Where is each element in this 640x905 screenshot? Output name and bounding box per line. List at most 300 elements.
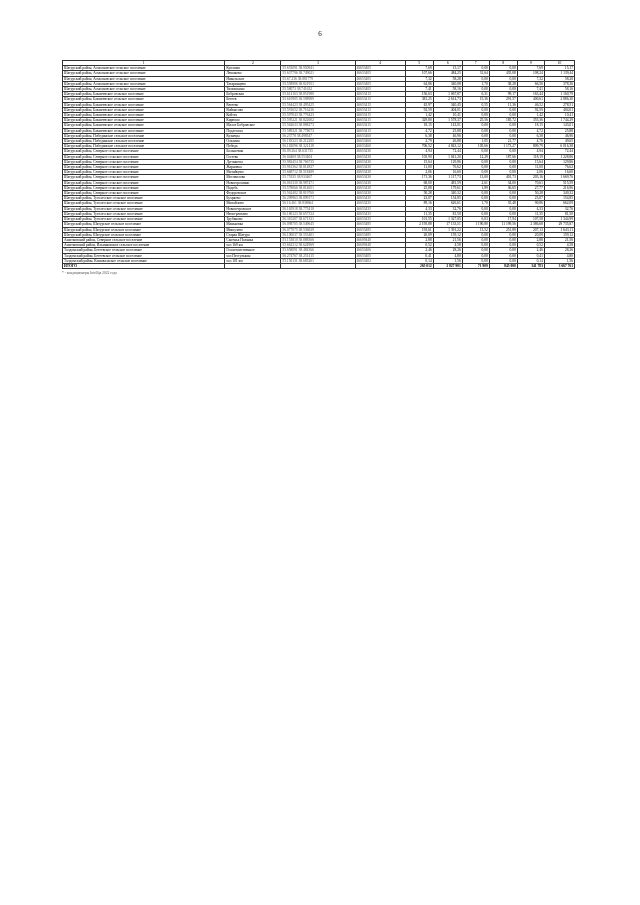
settlement-cell: Малое Бобровское <box>225 123 281 128</box>
page-number: 6 <box>318 30 322 38</box>
value-cell: 0,00 <box>489 133 517 138</box>
column-header: 7 <box>462 61 489 66</box>
column-header: 3 <box>281 61 355 66</box>
oktmo-cell: 46653405 <box>355 71 405 76</box>
coordinates-cell: 55.153810 38.888366 <box>281 237 355 242</box>
oktmo-cell: 46653430 <box>355 159 405 164</box>
value-cell: 0,00 <box>462 170 489 175</box>
value-cell: 4,72 <box>405 128 433 133</box>
data-table <box>62 60 575 269</box>
value-cell: 0,00 <box>462 191 489 196</box>
total-cell <box>355 263 405 268</box>
coordinates-cell: 55.668712 38.518489 <box>281 170 355 175</box>
oktmo-cell: 46653430 <box>355 191 405 196</box>
value-cell: 0,00 <box>462 237 489 242</box>
oktmo-cell: 46653435 <box>355 196 405 201</box>
value-cell: 13,00 <box>462 175 489 180</box>
settlement-cell: Лешаково <box>225 71 281 76</box>
settlement-cell: Воймасово <box>225 107 281 112</box>
column-header: 5 <box>405 61 433 66</box>
coordinates-cell: 56.165918 38.775410 <box>281 206 355 211</box>
value-cell: 662,09 <box>544 201 574 206</box>
value-cell: 129,86 <box>544 159 574 164</box>
value-cell: 0,00 <box>462 87 489 92</box>
settlement-cell: Большевик <box>225 149 281 154</box>
location-cell: Шатурский район, Северное сельское поселение <box>63 191 225 196</box>
coordinates-cell: 55.662312 38.624969 <box>281 243 355 248</box>
location-cell: Шатурский район, Северное сельское поселение <box>63 185 225 190</box>
oktmo-cell: 46653405 <box>355 87 405 92</box>
value-cell: 0,52 <box>517 243 544 248</box>
value-cell: 11,00 <box>517 165 544 170</box>
settlement-cell: Новогорошино <box>225 180 281 185</box>
value-cell: 2 886,30 <box>544 97 574 102</box>
value-cell: 0,00 <box>462 196 489 201</box>
value-cell: 4,80 <box>544 253 574 258</box>
value-cell: 20,09 <box>517 232 544 237</box>
value-cell: 25,88 <box>405 185 433 190</box>
coordinates-cell: 56.23778 38.498547 <box>281 133 355 138</box>
oktmo-cell: 46653406 <box>355 248 405 253</box>
value-cell: 90,86 <box>517 201 544 206</box>
location-cell: Шатурский район, Асмолковское сельское поселение <box>63 71 225 76</box>
value-cell: 2,46 <box>405 248 433 253</box>
value-cell: 0,41 <box>405 253 433 258</box>
value-cell: 28,26 <box>544 248 574 253</box>
value-cell: 64,86 <box>405 81 433 86</box>
settlement-cell: Жарновка <box>225 165 281 170</box>
value-cell: 6,38 <box>405 133 433 138</box>
coordinates-cell: 56.274767 38.251415 <box>281 253 355 258</box>
oktmo-cell: 46653460 <box>355 144 405 149</box>
column-header: 8 <box>489 61 517 66</box>
value-cell: 6,38 <box>517 133 544 138</box>
oktmo-cell: 46653460 <box>355 133 405 138</box>
value-cell: 187,66 <box>489 154 517 159</box>
value-cell: 2 195,88 <box>405 222 433 227</box>
value-cell: 1,56 <box>433 258 462 263</box>
value-cell: 81,50 <box>544 211 574 216</box>
value-cell: 76,62 <box>544 165 574 170</box>
value-cell: 107,58 <box>517 217 544 222</box>
value-cell: 216,96 <box>544 185 574 190</box>
location-cell: Шатурский район, Шатурское сельское поселение <box>63 232 225 237</box>
oktmo-cell: 46653430 <box>355 185 405 190</box>
settlement-cell: Кузнецы <box>225 133 281 138</box>
value-cell: 1 139,44 <box>544 71 574 76</box>
value-cell: 1 669,76 <box>544 175 574 180</box>
value-cell: 101,55 <box>405 217 433 222</box>
data-table-wrapper <box>62 60 575 275</box>
value-cell: 404,01 <box>433 107 462 112</box>
location-cell: Шатурский район, Бакшеевское сельское поселение <box>63 102 225 107</box>
settlement-cell: Никольское <box>225 76 281 81</box>
value-cell: 49,65 <box>544 139 574 144</box>
value-cell: 17,94 <box>489 217 517 222</box>
value-cell: 72,44 <box>433 149 462 154</box>
coordinates-cell: 56.04469 38.553404 <box>281 154 355 159</box>
total-cell: 265 012 <box>405 263 433 268</box>
value-cell: 1 190,80 <box>462 222 489 227</box>
location-cell: Шатурский район, Асмолковское сельское поселение <box>63 66 225 71</box>
value-cell: 0,00 <box>489 159 517 164</box>
value-cell: 28,26 <box>433 248 462 253</box>
value-cell: 38,28 <box>489 81 517 86</box>
value-cell: 21,56 <box>433 237 462 242</box>
value-cell: 10,41 <box>544 113 574 118</box>
value-cell: 0,00 <box>489 123 517 128</box>
value-cell: 0,00 <box>462 133 489 138</box>
value-cell: 12,29 <box>462 154 489 159</box>
value-cell: 4,72 <box>517 128 544 133</box>
value-cell: 27,77 <box>517 185 544 190</box>
value-cell: 6,31 <box>462 92 489 97</box>
location-cell: Шатурский район, Асмолковское сельское поселение <box>63 87 225 92</box>
value-cell: 58,16 <box>433 87 462 92</box>
oktmo-cell: 46609440 <box>355 237 405 242</box>
value-cell: 0,00 <box>489 165 517 170</box>
value-cell: 4,58 <box>433 243 462 248</box>
value-cell: 156,63 <box>405 92 433 97</box>
value-cell: 0,00 <box>462 253 489 258</box>
value-cell: 4,94 <box>405 149 433 154</box>
coordinates-cell: 55.58073 38.741632 <box>281 87 355 92</box>
coordinates-cell: 56.209963 38.899171 <box>281 196 355 201</box>
table-body <box>63 66 575 264</box>
settlement-cell: Дуганкеты <box>225 159 281 164</box>
value-cell: 2,61 <box>462 180 489 185</box>
settlement-cell: м.п Пестулькин <box>225 253 281 258</box>
value-cell: 251,89 <box>489 227 517 232</box>
value-cell: 0,00 <box>462 113 489 118</box>
value-cell: 2,88 <box>405 237 433 242</box>
coordinates-cell: 56.16.461 38.838664 <box>281 201 355 206</box>
value-cell: 1 067,87 <box>433 92 462 97</box>
value-cell: 4,76 <box>517 139 544 144</box>
value-cell: 1,70 <box>462 81 489 86</box>
value-cell: 23,07 <box>517 196 544 201</box>
location-cell: Ашитковский район, Северное сельское поселение <box>63 237 225 242</box>
settlement-cell: Подобь <box>225 185 281 190</box>
coordinates-cell: 56.061330 38.987471 <box>281 180 355 185</box>
coordinates-cell: 56.310207 38.671331 <box>281 217 355 222</box>
oktmo-cell: 46653415 <box>355 102 405 107</box>
location-cell: Ашитковский район, Ильинковское сельское поселение <box>63 243 225 248</box>
settlement-cell: Трубаново <box>225 217 281 222</box>
value-cell: 15,64 <box>517 159 544 164</box>
value-cell: 0,55 <box>462 102 489 107</box>
value-cell: 45,97 <box>405 102 433 107</box>
value-cell: 481,59 <box>433 180 462 185</box>
coordinates-cell: 55.562402 38.819760 <box>281 191 355 196</box>
location-cell: Шатурский район, Туголесское сельское поселение <box>63 211 225 216</box>
location-cell: Шатурский район, Северное сельское поселение <box>63 159 225 164</box>
value-cell: 0,00 <box>462 211 489 216</box>
location-cell: Шатурский район, Асмолковское сельское поселение <box>63 81 225 86</box>
location-cell: Шатурский район, Бакшеевское сельское поселение <box>63 123 225 128</box>
oktmo-cell: 46653415 <box>355 107 405 112</box>
value-cell: 329,80 <box>405 118 433 123</box>
value-cell: 0,00 <box>489 87 517 92</box>
settlement-cell: Госпитомственное <box>225 248 281 253</box>
coordinates-cell: 55.562633 38.888273 <box>281 123 355 128</box>
column-header: 2 <box>225 61 281 66</box>
coordinates-cell: 55.578066 38.814651 <box>281 185 355 190</box>
coordinates-cell: 56.182096 38.321418 <box>281 144 355 149</box>
value-cell: 0,00 <box>462 248 489 253</box>
value-cell: 92,59 <box>517 107 544 112</box>
value-cell: 0,00 <box>489 232 517 237</box>
value-cell: 81,50 <box>433 211 462 216</box>
oktmo-cell: 46653430 <box>355 180 405 185</box>
settlement-cell: Непотрепьево <box>225 211 281 216</box>
settlement-cell: Ольхина <box>225 139 281 144</box>
value-cell: 0,00 <box>462 243 489 248</box>
value-cell: 1,05 <box>462 139 489 144</box>
settlement-cell: Старая Шатура <box>225 232 281 237</box>
value-cell: 143,01 <box>544 123 574 128</box>
value-cell: 1 578,37 <box>433 118 462 123</box>
value-cell: 129,86 <box>433 159 462 164</box>
value-cell: 340,32 <box>433 191 462 196</box>
value-cell: 2,06 <box>405 170 433 175</box>
oktmo-cell: 46653430 <box>355 149 405 154</box>
value-cell: 58,28 <box>544 76 574 81</box>
value-cell: 154,85 <box>433 196 462 201</box>
value-cell: 32,76 <box>433 206 462 211</box>
oktmo-cell: 46653485 <box>355 232 405 237</box>
value-cell: 381,25 <box>405 97 433 102</box>
value-cell: 207,13 <box>517 227 544 232</box>
total-cell <box>225 263 281 268</box>
settlement-cell: Федоровское <box>225 191 281 196</box>
value-cell: 0,00 <box>489 243 517 248</box>
value-cell: 70,61 <box>517 180 544 185</box>
column-header: 10 <box>544 61 574 66</box>
coordinates-cell: 55.67.236 38.881779 <box>281 76 355 81</box>
value-cell: 1 344,99 <box>544 217 574 222</box>
value-cell: 0,00 <box>489 107 517 112</box>
column-header: 1 <box>63 61 225 66</box>
total-cell: 2 827 901 <box>433 263 462 268</box>
settlement-cell: Койтех <box>225 113 281 118</box>
value-cell: 89,16 <box>405 201 433 206</box>
value-cell: 11,36 <box>489 102 517 107</box>
oktmo-cell: 46653430 <box>355 165 405 170</box>
value-cell: 4,33 <box>517 206 544 211</box>
location-cell: Талдомский район, Бетеевское сельское поселение <box>63 253 225 258</box>
value-cell: 21,77 <box>489 139 517 144</box>
coordinates-cell: 56.09.264 38.631735 <box>281 149 355 154</box>
value-cell: 11,35 <box>517 211 544 216</box>
location-cell: Талдомский район, Кимовальское сельское поселение <box>63 258 225 263</box>
value-cell: 4 843,12 <box>433 144 462 149</box>
value-cell: 58,16 <box>544 87 574 92</box>
value-cell: 626,61 <box>433 201 462 206</box>
value-cell: 16,60 <box>433 170 462 175</box>
value-cell: 11,00 <box>405 165 433 170</box>
value-cell: 0,00 <box>462 76 489 81</box>
value-cell: 99,17 <box>489 92 517 97</box>
value-cell: 16,60 <box>544 170 574 175</box>
value-cell: 7,32 <box>405 76 433 81</box>
value-cell: 340,08 <box>433 81 462 86</box>
value-cell: 6,03 <box>462 217 489 222</box>
location-cell: Шатурский район, Бакшеевское сельское поселение <box>63 128 225 133</box>
value-cell: 0,00 <box>462 66 489 71</box>
value-cell: 0,00 <box>489 76 517 81</box>
value-cell: 706,52 <box>405 144 433 149</box>
value-cell: 278,51 <box>544 102 574 107</box>
value-cell: 1 173,27 <box>489 144 517 149</box>
settlement-cell: Бухряево <box>225 196 281 201</box>
value-cell: 185,72 <box>489 118 517 123</box>
value-cell: 25,56 <box>462 118 489 123</box>
value-cell: 92,59 <box>405 107 433 112</box>
value-cell: 4,94 <box>517 149 544 154</box>
value-cell: 46,96 <box>433 133 462 138</box>
coordinates-cell: 55.156131 38.683261 <box>281 258 355 263</box>
value-cell: 108,24 <box>517 71 544 76</box>
value-cell: 15,17 <box>433 66 462 71</box>
value-cell: 0,52 <box>405 243 433 248</box>
location-cell: Шатурский район, Северное сельское поселение <box>63 170 225 175</box>
value-cell: 7,69 <box>405 66 433 71</box>
value-cell: 105,66 <box>462 144 489 149</box>
location-cell: Шатурский район, Асмолковское сельское поселение <box>63 76 225 81</box>
oktmo-cell: 46653415 <box>355 123 405 128</box>
oktmo-cell: 46609440 <box>355 243 405 248</box>
oktmo-cell: 46653435 <box>355 211 405 216</box>
location-cell: Шатурский район, Северное сельское поселение <box>63 175 225 180</box>
value-cell: 4,80 <box>433 253 462 258</box>
value-cell: 0,00 <box>462 107 489 112</box>
value-cell: 154,85 <box>544 196 574 201</box>
value-cell: 291,57 <box>489 97 517 102</box>
value-cell: 2,88 <box>517 237 544 242</box>
oktmo-cell: 46653430 <box>355 170 405 175</box>
value-cell: 4,58 <box>544 243 574 248</box>
coordinates-cell: 55.595221 38.822602 <box>281 118 355 123</box>
settlement-cell: Куплиям <box>225 66 281 71</box>
location-cell: Шатурский район, Шатурское сельское поселение <box>63 227 225 232</box>
value-cell: 7,41 <box>405 87 433 92</box>
value-cell: 0,00 <box>489 206 517 211</box>
total-cell: 341 783 <box>517 263 544 268</box>
value-cell: 435,08 <box>489 71 517 76</box>
value-cell: 18,15 <box>517 123 544 128</box>
value-cell: 1,70 <box>462 201 489 206</box>
value-cell: 36,65 <box>489 185 517 190</box>
settlement-cell: Митяйцево <box>225 170 281 175</box>
value-cell: 6 016,38 <box>544 144 574 149</box>
value-cell: 193,61 <box>405 227 433 232</box>
location-cell: Шатурский район, Туголесское сельское поселение <box>63 201 225 206</box>
coordinates-cell: 56.077075 38.536639 <box>281 227 355 232</box>
oktmo-cell: 46653435 <box>355 217 405 222</box>
location-cell: Шатурский район, Северное сельское поселение <box>63 180 225 185</box>
settlement-cell: Татаринцево <box>225 81 281 86</box>
value-cell: 0,00 <box>462 149 489 154</box>
value-cell: 29 735,87 <box>544 222 574 227</box>
value-cell: 0,00 <box>489 128 517 133</box>
value-cell: 0,00 <box>489 66 517 71</box>
location-cell: Талдомский район, Бетеевское сельское поселение <box>63 248 225 253</box>
value-cell: 340,45 <box>433 102 462 107</box>
value-cell: 401,73 <box>489 175 517 180</box>
coordinates-cell: 56.100037 38.553401 <box>281 232 355 237</box>
column-header: 4 <box>355 61 405 66</box>
coordinates-cell: 56.098705 38.549645 <box>281 222 355 227</box>
value-cell: 18,15 <box>405 123 433 128</box>
value-cell: 179,61 <box>433 185 462 190</box>
value-cell: 0,00 <box>489 258 517 263</box>
value-cell: 25,88 <box>544 128 574 133</box>
value-cell: 1 228,86 <box>544 154 574 159</box>
location-cell: Шатурский район, Побединское сельское поселение <box>63 139 225 144</box>
oktmo-cell: 46653435 <box>355 206 405 211</box>
total-cell: 3 667 761 <box>544 263 574 268</box>
location-cell: Шатурский район, Побединское сельское поселение <box>63 133 225 138</box>
value-cell: 2 386,68 <box>517 222 544 227</box>
location-cell: Шатурский район, Шатурское сельское поселение <box>63 222 225 227</box>
coordinates-cell: 55.653091 38.950941 <box>281 66 355 71</box>
value-cell: 809,79 <box>517 144 544 149</box>
value-cell: 31,64 <box>462 71 489 76</box>
value-cell: 4,33 <box>405 206 433 211</box>
settlement-cell: Победа <box>225 144 281 149</box>
value-cell: 35,48 <box>489 201 517 206</box>
value-cell: 1,89 <box>462 185 489 190</box>
value-cell: 2,79 <box>405 139 433 144</box>
coordinates-cell: 55.597043 38.776423 <box>281 113 355 118</box>
value-cell: 0,00 <box>489 149 517 154</box>
value-cell: 1 744,29 <box>544 118 574 123</box>
settlement-cell: Мотовилово <box>225 175 281 180</box>
settlement-cell: Евтеево <box>225 102 281 107</box>
location-cell: Шатурский район, Бакшеевское сельское поселение <box>63 113 225 118</box>
column-header: 6 <box>433 61 462 66</box>
value-cell: 46,52 <box>517 102 544 107</box>
oktmo-cell: 46653415 <box>355 118 405 123</box>
oktmo-cell: 46653405 <box>355 76 405 81</box>
coordinates-cell: 55.961362 38.814837 <box>281 165 355 170</box>
location-cell: Шатурский район, Северное сельское поселение <box>63 149 225 154</box>
oktmo-cell: 46653435 <box>355 201 405 206</box>
value-cell: 15,17 <box>544 66 574 71</box>
settlement-cell: Тимошкино <box>225 87 281 92</box>
value-cell: 11,35 <box>405 211 433 216</box>
value-cell: 404,01 <box>544 107 574 112</box>
value-cell: 163,44 <box>517 92 544 97</box>
settlement-cell: Гостево <box>225 154 281 159</box>
value-cell: 0,00 <box>462 123 489 128</box>
value-cell: 107,66 <box>405 71 433 76</box>
value-cell: 0,00 <box>462 258 489 263</box>
value-cell: 21,56 <box>544 237 574 242</box>
oktmo-cell: 46653430 <box>355 154 405 159</box>
oktmo-cell: 46653460 <box>355 139 405 144</box>
footnote: * - кондиционеры Intellija 2022 года <box>62 271 117 276</box>
settlement-cell: м.п 101 км <box>225 258 281 263</box>
value-cell: 1,42 <box>405 113 433 118</box>
oktmo-cell: 46653405 <box>355 66 405 71</box>
oktmo-cell: 46653485 <box>355 227 405 232</box>
value-cell: 10,41 <box>433 113 462 118</box>
coordinates-cell: 55.658091 38.484366 <box>281 248 355 253</box>
value-cell: 32,76 <box>544 206 574 211</box>
value-cell: 20,09 <box>405 232 433 237</box>
